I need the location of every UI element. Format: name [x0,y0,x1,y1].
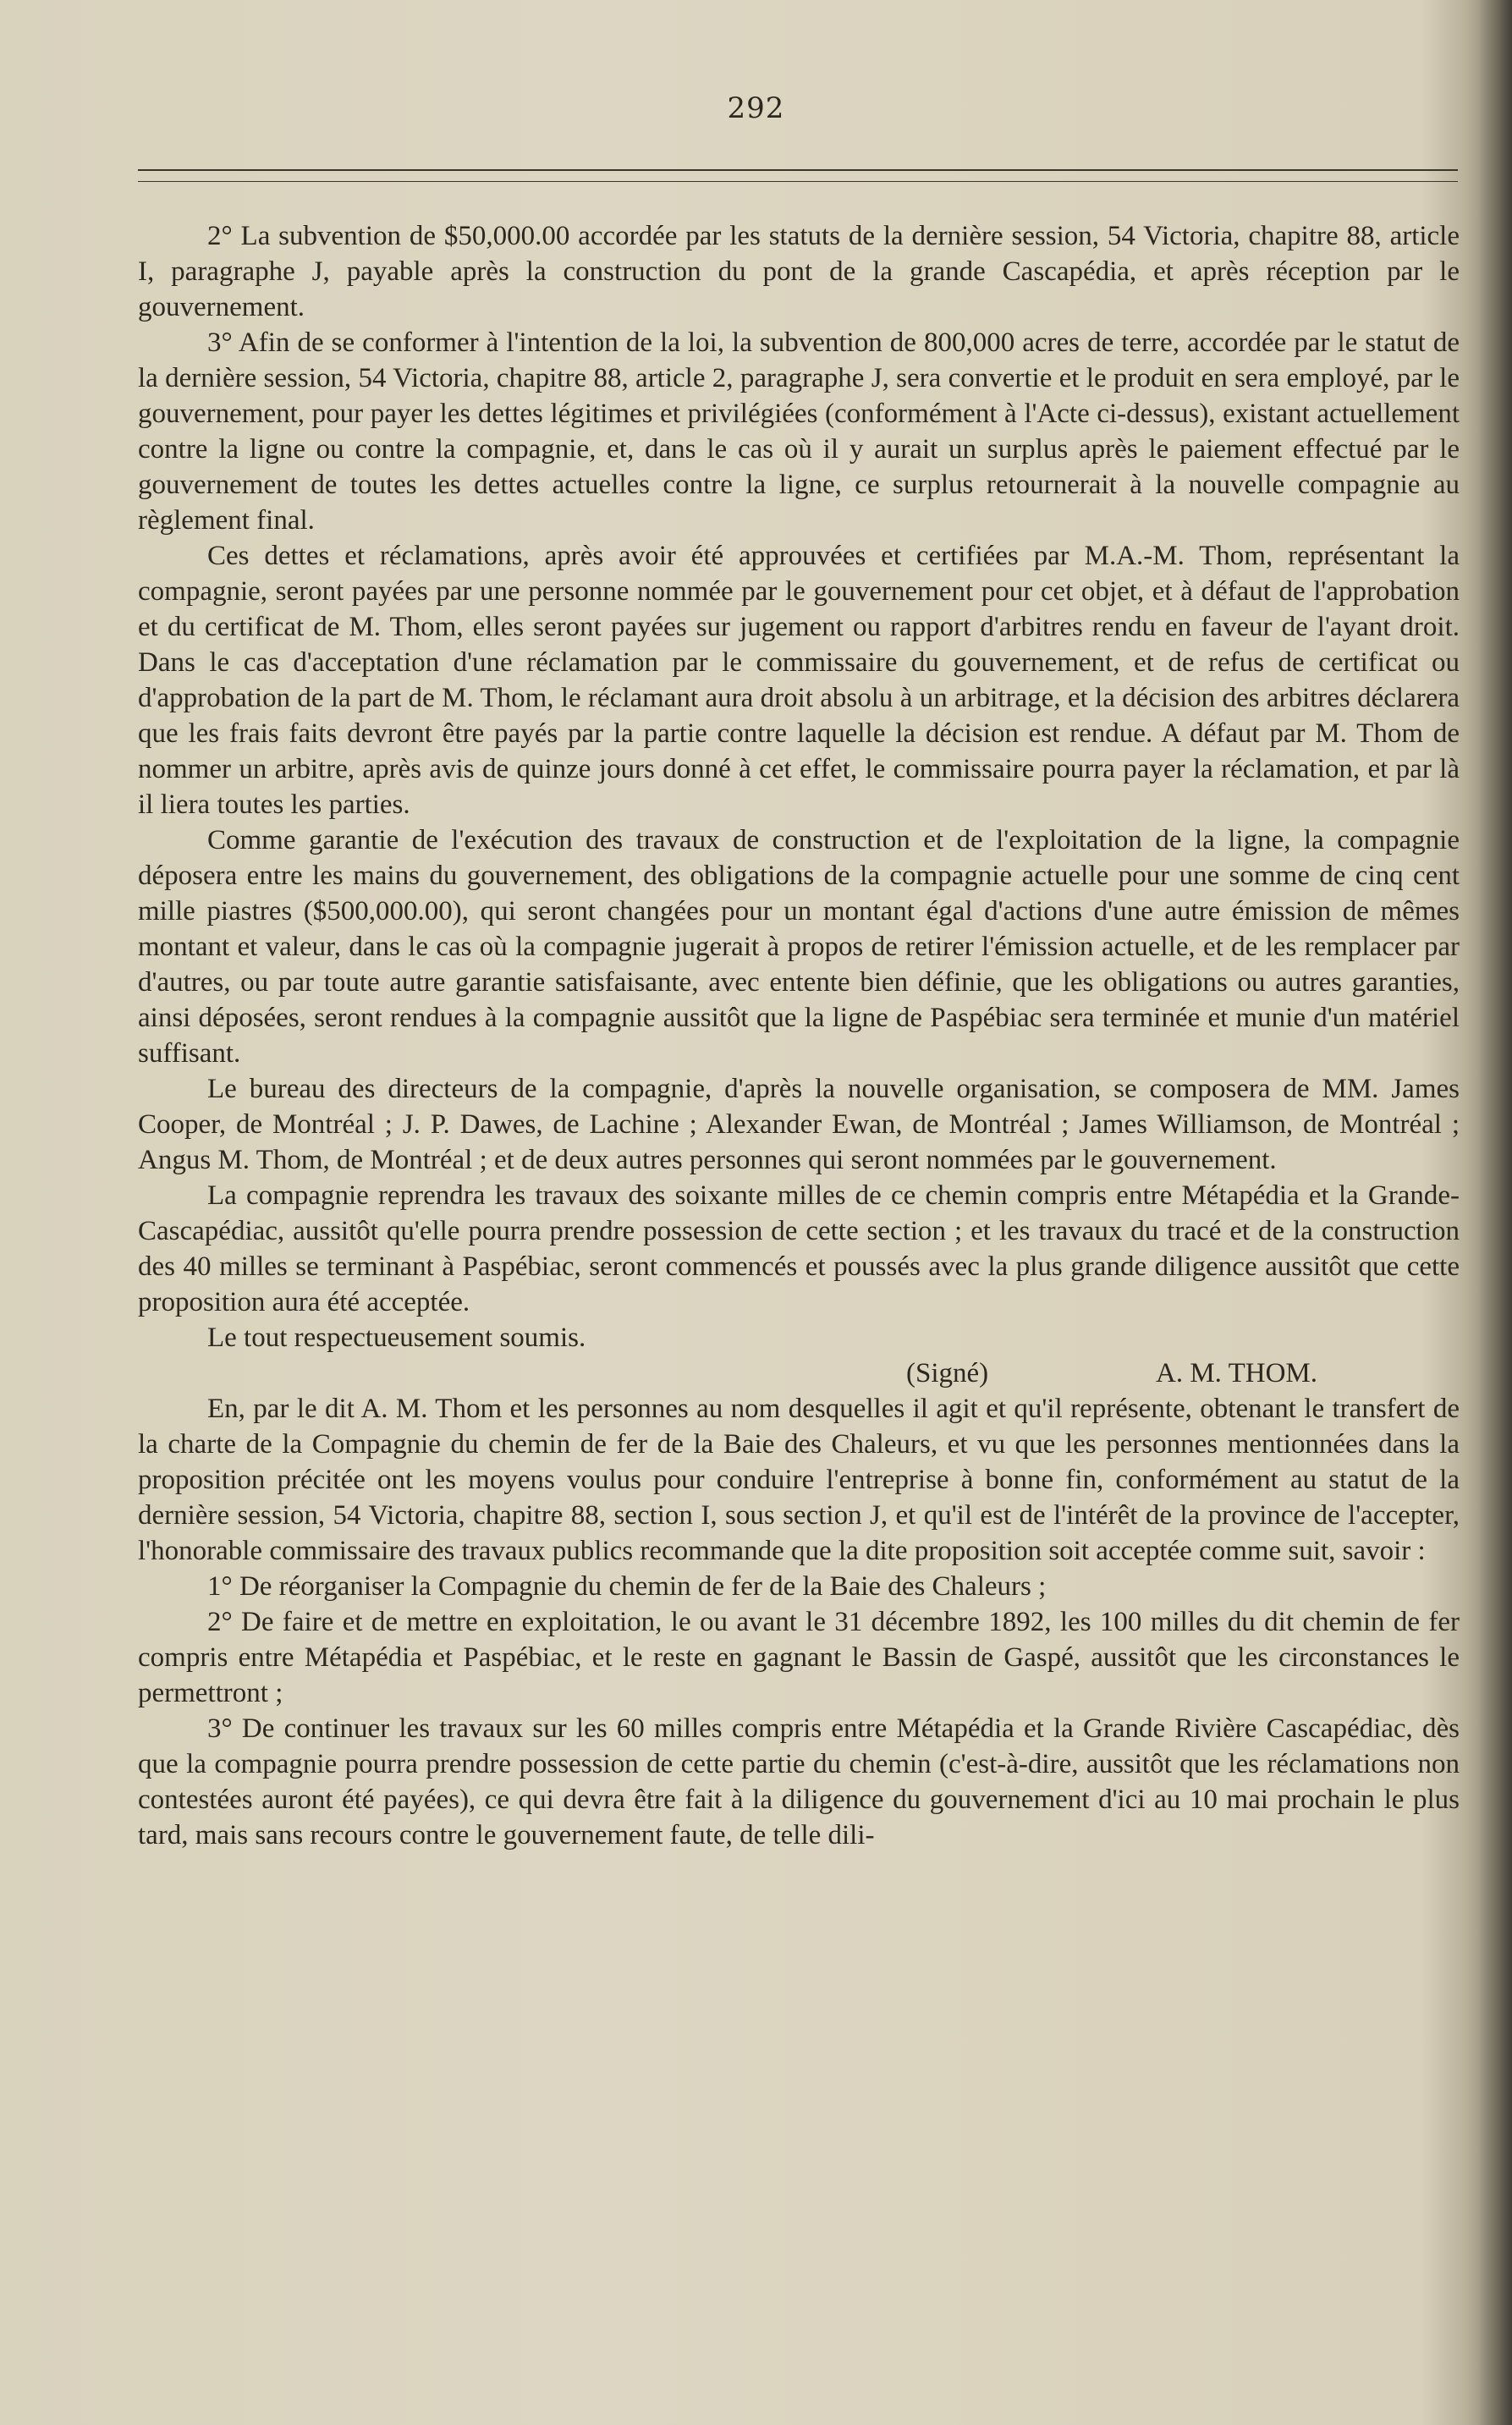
paragraph: 1° De réorganiser la Compagnie du chemin de fer de la Baie des Chaleurs ; [207,1571,1047,1602]
paragraph: Le bureau des directeurs de la compagnie, d'après la nouvelle organisation, se composera de MM. James Cooper, de Montréal ; J. P. Dawes, de Lachine ; Alexander Ewan, de Montréal ; James Williamson, de Montréal ; Angus M. Thom, de Montréal ; et de deux autres personnes qui seront nommées par le gouvernement. [138,1074,1460,1175]
paragraph: 3° Afin de se conformer à l'intention de la loi, la subvention de 800,000 acres de terre, accordée par le statut de la dernière session, 54 Victoria, chapitre 88, article 2, paragraphe J, sera convertie et le produit en sera employé, par le gouvernement, pour payer les dettes légitimes et privilégiées (conformément à l'Acte ci-dessus), existant actuellement contre la ligne ou contre la compagnie, et, dans le cas où il y aurait un surplus après le paiement effectué par le gouvernement de toutes les dettes actuelles contre la ligne, ce surplus retournerait à la nouvelle compagnie au règlement final. [138,327,1460,536]
paragraph: Le tout respectueusement soumis. [207,1322,586,1353]
page-edge-shadow [1478,0,1512,2425]
paragraph: Ces dettes et réclamations, après avoir été approuvées et certifiées par M.A.-M. Thom, représentant la compagnie, seront payées par une personne nommée par le gouvernement pour cet objet, et à défaut de l'approbation et du certificat de M. Thom, elles seront payées sur jugement ou rapport d'arbitres rendu en faveur de l'ayant droit. Dans le cas d'acceptation d'une réclamation par le commissaire du gouvernement, et de refus de certificat ou d'approbation de la part de M. Thom, le réclamant aura droit absolu à un arbitrage, et la décision des arbitres déclarera que les frais faits devront être payés par la partie contre laquelle la décision est rendue. A défaut par M. Thom de nommer un arbitre, après avis de quinze jours donné à cet effet, le commissaire pourra payer la réclamation, et par là il liera toutes les parties. [138,541,1460,820]
paragraph: Comme garantie de l'exécution des travaux de construction et de l'exploitation de la ligne, la compagnie déposera entre les mains du gouvernement, des obligations de la compagnie actuelle pour une somme de cinq cent mille piastres ($500,000.00), qui seront changées pour un montant égal d'actions d'une autre émission de mêmes montant et valeur, dans le cas où la compagnie jugerait à propos de retirer l'émission actuelle, et de les remplacer par d'autres, ou par toute autre garantie satisfaisante, avec entente bien définie, que les obligations ou autres garanties, ainsi déposées, seront rendues à la compagnie aussitôt que la ligne de Paspébiac sera terminée et munie d'un matériel suffisant. [138,825,1460,1069]
signature-label: (Signé) [906,1358,989,1388]
body-text [138,218,1460,1853]
paragraph: 3° De continuer les travaux sur les 60 milles compris entre Métapédia et la Grande Rivière Cascapédiac, dès que la compagnie pourra prendre possession de cette partie du chemin (c'est-à-dire, aussitôt que les réclamations non contestées auront été payées), ce qui devra être fait à la diligence du gouvernement d'ici au 10 mai prochain le plus tard, mais sans recours contre le gouvernement faute, de telle dili- [138,1713,1460,1850]
signature-line [138,1355,1460,1391]
paragraph: 2° De faire et de mettre en exploitation, le ou avant le 31 décembre 1892, les 100 milles du dit chemin de fer compris entre Métapédia et Paspébiac, et le reste en gagnant le Bassin de Gaspé, aussitôt que les circonstances le permettront ; [138,1607,1460,1708]
page-number: 292 [727,91,785,125]
paragraph: La compagnie reprendra les travaux des soixante milles de ce chemin compris entre Métapédia et la Grande-Cascapédiac, aussitôt qu'elle pourra prendre possession de cette section ; et les travaux du tracé et de la construction des 40 milles se terminant à Paspébiac, seront commencés et poussés avec la plus grande diligence aussitôt que cette proposition aura été acceptée. [138,1180,1460,1317]
signature-name: A. M. THOM. [1156,1358,1317,1388]
paragraph: En, par le dit A. M. Thom et les personnes au nom desquelles il agit et qu'il représente, obtenant le transfert de la charte de la Compagnie du chemin de fer de la Baie des Chaleurs, et vu que les personnes mentionnées dans la proposition précitée ont les moyens voulus pour conduire l'entreprise à bonne fin, conformément au statut de la dernière session, 54 Victoria, chapitre 88, section I, sous section J, et qu'il est de l'intérêt de la province de l'accepter, l'honorable commissaire des travaux publics recommande que la dite proposition soit acceptée comme suit, savoir : [138,1394,1460,1566]
paragraph: 2° La subvention de $50,000.00 accordée par les statuts de la dernière session, 54 Victoria, chapitre 88, article I, paragraphe J, payable après la construction du pont de la grande Cascapédia, et après réception par le gouvernement. [138,221,1460,322]
header-rule [138,169,1458,171]
header-rule-thin [138,181,1458,182]
